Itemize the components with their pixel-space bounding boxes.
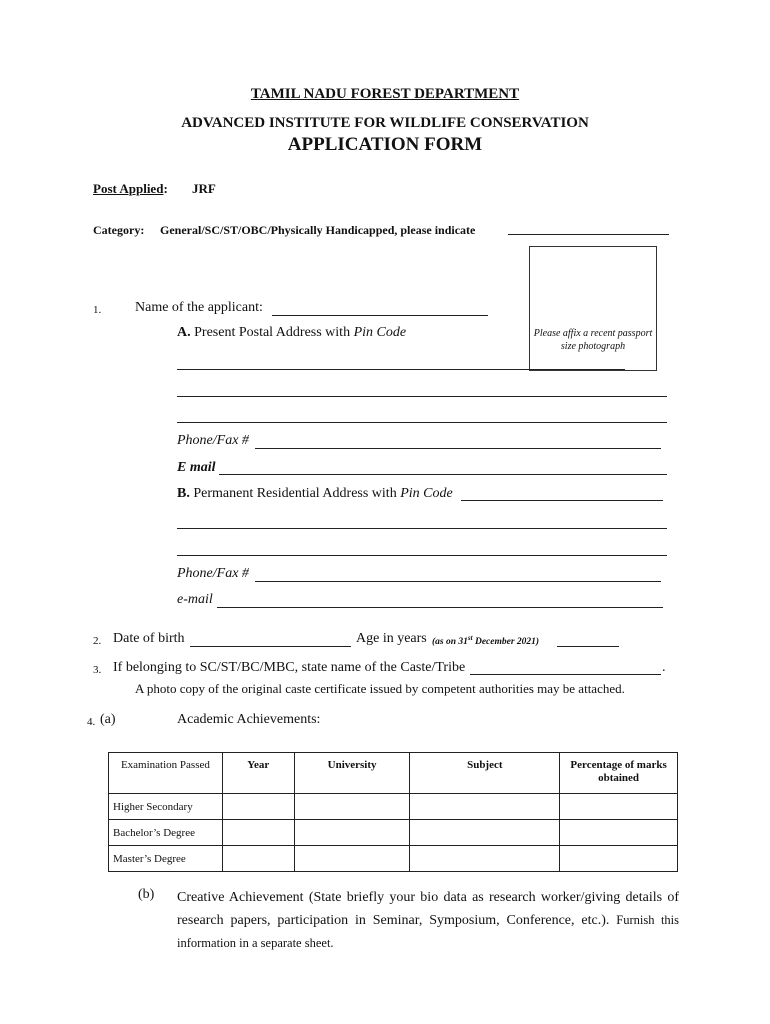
category-input-line[interactable] <box>508 234 669 235</box>
permanent-address-text: Permanent Residential Address with <box>193 486 397 501</box>
post-applied-colon: : <box>163 181 168 196</box>
cell-input[interactable] <box>222 846 294 872</box>
permanent-address-line-2[interactable] <box>177 555 667 556</box>
header-subject: Subject <box>410 753 560 794</box>
academic-table-header <box>109 753 678 794</box>
cell-input[interactable] <box>560 794 678 820</box>
present-address-line-2[interactable] <box>177 396 667 397</box>
permanent-pin-code: Pin Code <box>400 486 453 501</box>
row-label-bachelors: Bachelor’s Degree <box>109 820 223 846</box>
permanent-phone-line[interactable] <box>255 581 661 582</box>
present-email-label: E mail <box>177 460 216 475</box>
present-phone-label: Phone/Fax # <box>177 433 249 448</box>
caste-question: If belonging to SC/ST/BC/MBC, state name of the Caste/Tribe <box>113 660 466 675</box>
present-phone-line[interactable] <box>255 448 661 449</box>
age-note-suffix: December 2021) <box>472 637 540 648</box>
cell-input[interactable] <box>410 820 560 846</box>
table-row <box>109 820 678 846</box>
post-applied-value: JRF <box>192 181 216 196</box>
item-3-number: 3. <box>93 664 102 676</box>
permanent-address-line-0[interactable] <box>461 500 663 501</box>
item-4a-marker: (a) <box>100 712 116 727</box>
table-row <box>109 794 678 820</box>
applicant-name-label: Name of the applicant: <box>135 300 263 315</box>
photo-box[interactable] <box>529 246 657 371</box>
row-label-masters: Master’s Degree <box>109 846 223 872</box>
department-heading: TAMIL NADU FOREST DEPARTMENT <box>250 86 520 102</box>
cell-input[interactable] <box>222 820 294 846</box>
row-label-higher-secondary: Higher Secondary <box>109 794 223 820</box>
cell-input[interactable] <box>560 820 678 846</box>
applicant-name-line[interactable] <box>272 315 488 316</box>
permanent-email-label: e-mail <box>177 592 213 607</box>
present-address-line-1[interactable] <box>177 369 625 370</box>
present-address-line-3[interactable] <box>177 422 667 423</box>
present-address-marker: A. <box>177 325 191 340</box>
item-4b-marker: (b) <box>138 887 155 902</box>
form-title: APPLICATION FORM <box>287 134 483 155</box>
caste-certificate-note: A photo copy of the original caste certificate issued by competent authorities may be attached. <box>135 681 625 696</box>
creative-achievement-furnish: Furnish this information in a separate sheet. <box>177 913 680 950</box>
cell-input[interactable] <box>410 846 560 872</box>
item-1-number: 1. <box>93 304 102 316</box>
photo-instructions: Please affix a recent passport size photograph <box>533 328 653 352</box>
cell-input[interactable] <box>222 794 294 820</box>
age-line[interactable] <box>557 646 619 647</box>
table-row <box>109 846 678 872</box>
item-4-number: 4. <box>87 716 96 728</box>
header-university: University <box>294 753 410 794</box>
category-label: Category: <box>93 223 145 237</box>
post-applied-label: Post Applied <box>93 181 164 196</box>
header-percentage: Percentage of marks obtained <box>560 753 678 794</box>
cell-input[interactable] <box>410 794 560 820</box>
age-note-sup: st <box>467 634 473 642</box>
permanent-phone-label: Phone/Fax # <box>177 566 249 581</box>
post-applied-row <box>93 181 168 197</box>
age-label: Age in years <box>356 631 427 646</box>
cell-input[interactable] <box>294 820 410 846</box>
permanent-address-marker: B. <box>177 486 190 501</box>
age-note <box>432 634 539 647</box>
institute-heading: ADVANCED INSTITUTE FOR WILDLIFE CONSERVATION <box>181 115 589 131</box>
caste-period: . <box>662 660 666 675</box>
academic-table <box>108 752 678 872</box>
caste-line[interactable] <box>470 674 661 675</box>
permanent-email-line[interactable] <box>217 607 663 608</box>
present-pin-code: Pin Code <box>353 325 407 340</box>
permanent-address-line-1[interactable] <box>177 528 667 529</box>
header-examination: Examination Passed <box>109 753 223 794</box>
academic-achievements-title: Academic Achievements: <box>177 712 321 727</box>
present-address-label <box>177 325 406 341</box>
creative-achievement-text <box>177 886 679 955</box>
age-note-prefix: (as on 31 <box>432 637 468 648</box>
cell-input[interactable] <box>294 846 410 872</box>
cell-input[interactable] <box>560 846 678 872</box>
present-email-line[interactable] <box>219 474 667 475</box>
permanent-address-label <box>177 486 453 502</box>
category-text: General/SC/ST/OBC/Physically Handicapped, please indicate <box>160 223 476 237</box>
item-2-number: 2. <box>93 635 102 647</box>
creative-achievement-main: Creative Achievement (State briefly your bio data as research worker/giving details of research papers, participation in Seminar, Symposium, Conference, etc.). <box>177 890 679 928</box>
present-address-text: Present Postal Address with <box>194 325 351 340</box>
header-year: Year <box>222 753 294 794</box>
dob-label: Date of birth <box>113 631 185 646</box>
cell-input[interactable] <box>294 794 410 820</box>
dob-line[interactable] <box>190 646 351 647</box>
